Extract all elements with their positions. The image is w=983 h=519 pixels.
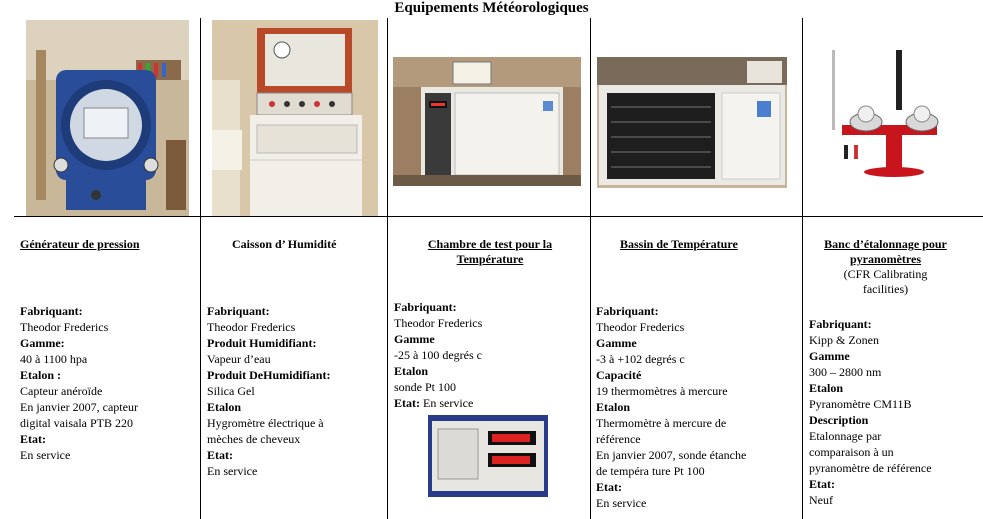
spec-label: Etat: xyxy=(809,477,835,491)
humidity-chamber-photo xyxy=(212,20,378,216)
spec-value: Kipp & Zonen xyxy=(809,333,879,347)
spec-value: En service xyxy=(596,496,647,510)
spec-value: Hygromètre électrique à xyxy=(207,416,324,430)
spec-label: Gamme xyxy=(394,332,435,346)
spec-value: Etalonnage par xyxy=(809,429,882,443)
spec-label: Etat: xyxy=(207,448,233,462)
column-heading-pyranometer xyxy=(808,237,963,297)
spec-label: Gamme xyxy=(809,349,850,363)
spec-label: Capacité xyxy=(596,368,642,382)
column-heading-bath: Bassin de Température xyxy=(620,237,738,251)
spec-value: Thermomètre à mercure de xyxy=(596,416,727,430)
spec-value: mèches de cheveux xyxy=(207,432,301,446)
spec-label: Fabriquant: xyxy=(20,304,83,318)
spec-label: Fabriquant: xyxy=(596,304,659,318)
heading-line: Banc d’étalonnage pour xyxy=(824,237,947,251)
heading-subtitle: facilities) xyxy=(862,282,909,296)
spec-value: Capteur anéroïde xyxy=(20,384,103,398)
column-divider xyxy=(387,18,388,519)
spec-value: Silica Gel xyxy=(207,384,255,398)
spec-value: 40 à 1100 hpa xyxy=(20,352,88,366)
pressure-generator-photo xyxy=(26,20,189,216)
column-divider xyxy=(802,18,803,519)
spec-label: Description xyxy=(809,413,869,427)
spec-value: En janvier 2007, capteur xyxy=(20,400,138,414)
column-body xyxy=(20,303,138,463)
spec-value: référence xyxy=(596,432,641,446)
spec-label: Etat: xyxy=(596,480,622,494)
page-title: Equipements Météorologiques xyxy=(394,0,589,16)
column-divider xyxy=(590,18,591,519)
spec-label: Etalon : xyxy=(20,368,62,382)
spec-value: Theodor Frederics xyxy=(596,320,685,334)
spec-list xyxy=(394,299,482,395)
spec-label: Etalon xyxy=(207,400,242,414)
spec-value: de tempéra ture Pt 100 xyxy=(596,464,705,478)
spec-label: Etalon xyxy=(596,400,631,414)
spec-label: Fabriquant: xyxy=(809,317,872,331)
spec-value: En janvier 2007, sonde étanche xyxy=(596,448,747,462)
spec-label: Produit DeHumidifiant: xyxy=(207,368,331,382)
spec-label: Etalon xyxy=(394,364,429,378)
temperature-bath-photo xyxy=(597,57,787,188)
heading-subtitle: (CFR Calibrating xyxy=(843,267,928,281)
spec-label: Fabriquant: xyxy=(394,300,457,314)
column-heading-test-chamber xyxy=(400,237,580,267)
spec-label: Produit Humidifiant: xyxy=(207,336,317,350)
heading-line: Chambre de test pour la xyxy=(427,237,553,251)
spec-label: Gamme xyxy=(596,336,637,350)
column-divider xyxy=(200,18,201,519)
column-heading-humidity: Caisson d’ Humidité xyxy=(232,237,337,251)
heading-line: Température xyxy=(456,252,524,266)
spec-value: pyranomètre de référence xyxy=(809,461,932,475)
spec-value: digital vaisala PTB 220 xyxy=(20,416,133,430)
spec-value: Theodor Frederics xyxy=(207,320,296,334)
spec-value: 19 thermomètres à mercure xyxy=(596,384,728,398)
column-body xyxy=(596,303,746,511)
spec-value: Vapeur d’eau xyxy=(207,352,271,366)
column-body xyxy=(394,299,482,411)
column-body xyxy=(207,303,330,479)
test-chamber-photo xyxy=(393,57,581,186)
spec-value: Neuf xyxy=(809,493,833,507)
spec-value: Pyranomètre CM11B xyxy=(809,397,912,411)
spec-label: Fabriquant: xyxy=(207,304,270,318)
spec-value: Theodor Frederics xyxy=(20,320,109,334)
spec-line-status: Etat: En service xyxy=(394,396,474,410)
spec-value: comparaison à un xyxy=(809,445,894,459)
spec-value: -25 à 100 degrés c xyxy=(394,348,482,362)
spec-value: En service xyxy=(207,464,258,478)
table-divider xyxy=(14,216,983,217)
spec-value: Theodor Frederics xyxy=(394,316,483,330)
heading-line: pyranomètres xyxy=(849,252,922,266)
pyranometer-bench-photo xyxy=(824,50,954,178)
spec-value: En service xyxy=(20,448,71,462)
spec-value: 300 – 2800 nm xyxy=(809,365,882,379)
display-unit-photo xyxy=(428,415,548,497)
spec-value: sonde Pt 100 xyxy=(394,380,457,394)
spec-label: Gamme: xyxy=(20,336,65,350)
spec-label: Etalon xyxy=(809,381,844,395)
spec-label: Etat: xyxy=(20,432,46,446)
column-body xyxy=(809,316,932,508)
spec-value: -3 à +102 degrés c xyxy=(596,352,685,366)
column-heading-pressure: Générateur de pression xyxy=(20,237,140,251)
